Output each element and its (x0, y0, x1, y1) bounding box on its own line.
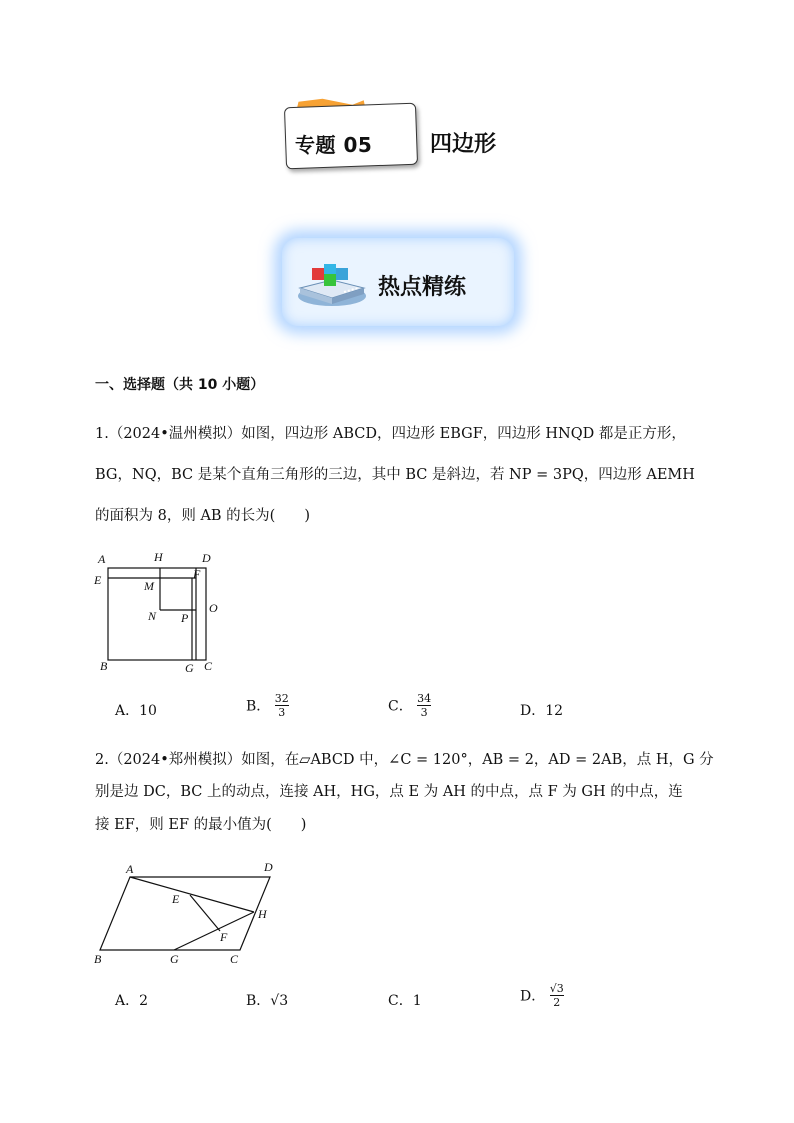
q2-option-d-fraction (550, 982, 564, 1009)
q2-label-d: D (264, 860, 273, 874)
q2-label-a: A (126, 862, 134, 876)
q1-label-c: C (204, 659, 213, 673)
q1-option-c-den: 3 (420, 706, 428, 719)
q1-label-g: G (185, 661, 194, 675)
q2-option-d[interactable] (520, 982, 564, 1009)
q2-line-3: 接 EF，则 EF 的最小值为( ) (95, 817, 307, 833)
q2-label-h: H (258, 907, 267, 921)
q2-option-d-den: 2 (553, 996, 561, 1009)
q2-option-b[interactable] (246, 990, 288, 1010)
banner-label: 热点精练 (378, 275, 467, 300)
q1-label-o: O (209, 601, 218, 615)
q1-option-d-letter: D． (520, 703, 546, 719)
q1-line-2: BG，NQ，BC 是某个直角三角形的三边，其中 BC 是斜边，若 NP = 3PQ，四边形 AEMH (95, 467, 695, 483)
q2-label-g: G (170, 952, 179, 966)
q1-option-c[interactable] (388, 692, 431, 719)
section-heading: 一、选择题（共 10 小题） (95, 377, 265, 393)
q1-option-d[interactable] (520, 700, 563, 720)
q1-label-e: E (94, 573, 102, 587)
q2-figure (88, 855, 288, 970)
q1-option-c-num: 34 (417, 692, 432, 705)
segment-ef (190, 895, 220, 931)
q2-line-1: 2.（2024•郑州模拟）如图，在▱ABCD 中，∠C = 120°，AB = 2，AD = 2AB，点 H，G 分 (95, 752, 714, 768)
q1-option-a[interactable] (115, 700, 157, 720)
q2-option-a-value: 2 (139, 993, 149, 1009)
q1-label-h: H (154, 550, 163, 564)
q1-line-1: 1.（2024•温州模拟）如图，四边形 ABCD，四边形 EBGF，四边形 HNQD 都是正方形， (95, 426, 686, 442)
q1-option-a-value: 10 (139, 703, 157, 719)
q1-figure (88, 548, 228, 678)
cube-blocks-icon (296, 252, 368, 312)
q1-option-c-letter: C． (388, 698, 413, 715)
q2-option-d-num: √3 (549, 982, 564, 995)
q1-label-n: N (148, 609, 157, 623)
q1-label-a: A (98, 552, 106, 566)
q2-option-c-letter: C． (388, 993, 413, 1009)
q1-option-a-letter: A． (115, 703, 140, 719)
q2-option-b-value: √3 (270, 993, 289, 1009)
title-banner (270, 95, 530, 185)
q2-label-b: B (94, 952, 102, 966)
q1-label-m: M (144, 579, 154, 593)
square-abcd (108, 568, 206, 660)
q2-option-b-letter: B． (246, 993, 271, 1009)
q1-option-b-den: 3 (278, 706, 286, 719)
q1-option-b-letter: B． (246, 698, 271, 715)
q2-option-c-value: 1 (412, 993, 422, 1009)
title-number: 专题 05 (295, 133, 373, 157)
q2-option-d-letter: D． (520, 988, 546, 1005)
q1-label-f: F (193, 567, 201, 581)
q1-option-b-num: 32 (274, 692, 289, 705)
q1-option-d-value: 12 (545, 703, 564, 719)
parallelogram-abcd (100, 877, 270, 950)
q2-line-2: 别是边 DC，BC 上的动点，连接 AH，HG，点 E 为 AH 的中点，点 F 为 GH 的中点，连 (95, 784, 683, 800)
section-banner (282, 238, 514, 326)
q2-label-e: E (172, 892, 180, 906)
q1-label-p: P (181, 611, 189, 625)
q1-label-b: B (100, 659, 108, 673)
q2-option-c[interactable] (388, 990, 422, 1010)
q1-label-d: D (202, 551, 211, 565)
q2-label-c: C (230, 952, 239, 966)
q1-option-c-fraction (417, 692, 431, 719)
title-topic: 四边形 (430, 132, 497, 157)
q1-option-b[interactable] (246, 692, 289, 719)
q1-line-3: 的面积为 8，则 AB 的长为( ) (95, 508, 310, 524)
q2-label-f: F (220, 930, 228, 944)
q2-option-a-letter: A． (115, 993, 140, 1009)
q2-option-a[interactable] (115, 990, 148, 1010)
segment-ah (130, 877, 254, 912)
q1-option-b-fraction (275, 692, 289, 719)
